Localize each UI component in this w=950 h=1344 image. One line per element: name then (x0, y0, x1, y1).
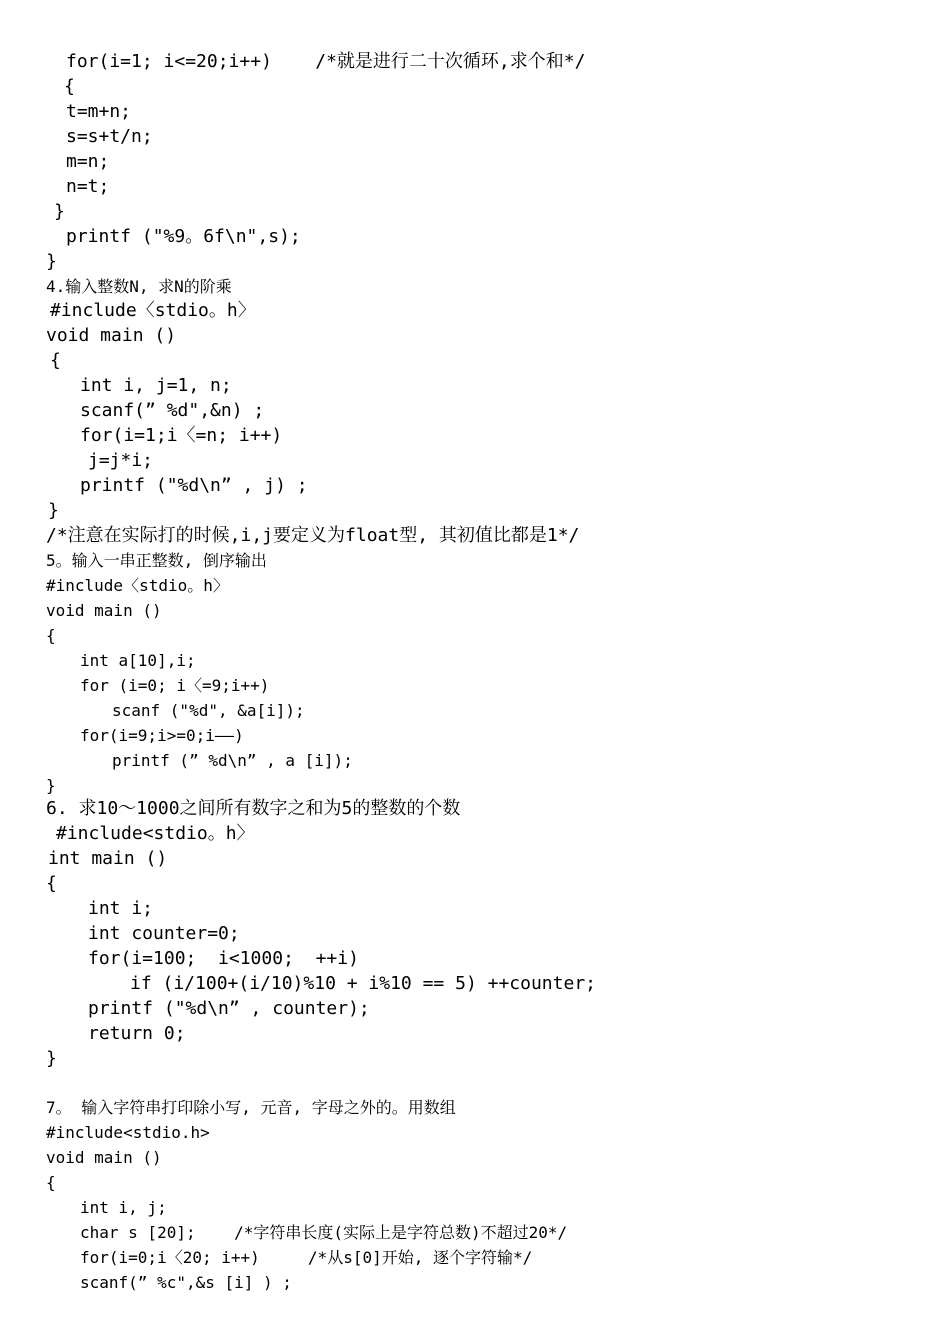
code-line: for(i=1;i〈=n; i++) (80, 425, 283, 446)
code-line: scanf(” %c",&s [i] ) ; (80, 1273, 292, 1292)
section-heading: 5。输入一串正整数, 倒序输出 (46, 551, 267, 570)
code-line: for(i=0;i〈20; i++) /*从s[0]开始, 逐个字符输*/ (80, 1248, 533, 1267)
code-line: void main () (46, 601, 162, 620)
code-line: } (48, 500, 59, 521)
code-line: int i, j=1, n; (80, 375, 232, 396)
code-line: scanf ("%d", &a[i]); (112, 701, 305, 720)
code-line: { (46, 626, 56, 645)
section-heading: 4.输入整数N, 求N的阶乘 (46, 277, 232, 296)
code-line: void main () (46, 325, 177, 346)
code-line: int counter=0; (88, 923, 240, 944)
code-line: n=t; (66, 176, 110, 197)
section-heading: 7。 输入字符串打印除小写, 元音, 字母之外的。用数组 (46, 1098, 456, 1117)
code-line: int i; (88, 898, 154, 919)
code-line: #include〈stdio。h〉 (50, 300, 256, 321)
code-line: int a[10],i; (80, 651, 196, 670)
code-line: printf ("%d\n” , counter); (88, 998, 370, 1019)
code-line: } (54, 201, 65, 222)
code-line: for(i=1; i<=20;i++) /*就是进行二十次循环,求个和*/ (66, 51, 586, 72)
code-line: #include<stdio。h〉 (56, 823, 255, 844)
code-line: printf ("%9。6f\n",s); (66, 226, 301, 247)
code-line: for (i=0; i〈=9;i++) (80, 676, 270, 695)
code-line: for(i=100; i<1000; ++i) (88, 948, 359, 969)
code-line: if (i/100+(i/10)%10 + i%10 == 5) ++counter; (130, 973, 596, 994)
code-line: } (46, 776, 56, 795)
code-line: printf (” %d\n” , a [i]); (112, 751, 353, 770)
code-line: { (64, 76, 75, 97)
code-line: int main () (48, 848, 168, 869)
code-line: { (46, 873, 57, 894)
code-line: } (46, 1048, 57, 1069)
code-line: } (46, 251, 57, 272)
code-line: { (46, 1173, 56, 1192)
code-comment: /*注意在实际打的时候,i,j要定义为float型, 其初值比都是1*/ (46, 525, 580, 546)
code-line: m=n; (66, 151, 110, 172)
section-heading: 6. 求10～1000之间所有数字之和为5的整数的个数 (46, 798, 461, 819)
code-line: { (50, 350, 61, 371)
code-line: #include<stdio.h> (46, 1123, 210, 1142)
code-line: j=j*i; (88, 450, 154, 471)
code-line: printf ("%d\n” , j) ; (80, 475, 308, 496)
code-line: return 0; (88, 1023, 186, 1044)
code-line: #include〈stdio。h〉 (46, 576, 229, 595)
code-line: char s [20]; /*字符串长度(实际上是字符总数)不超过20*/ (80, 1223, 568, 1242)
code-line: void main () (46, 1148, 162, 1167)
code-line: s=s+t/n; (66, 126, 153, 147)
code-line: for(i=9;i>=0;i——) (80, 726, 244, 745)
code-line: t=m+n; (66, 101, 132, 122)
code-line: scanf(” %d",&n) ; (80, 400, 265, 421)
code-line: int i, j; (80, 1198, 167, 1217)
